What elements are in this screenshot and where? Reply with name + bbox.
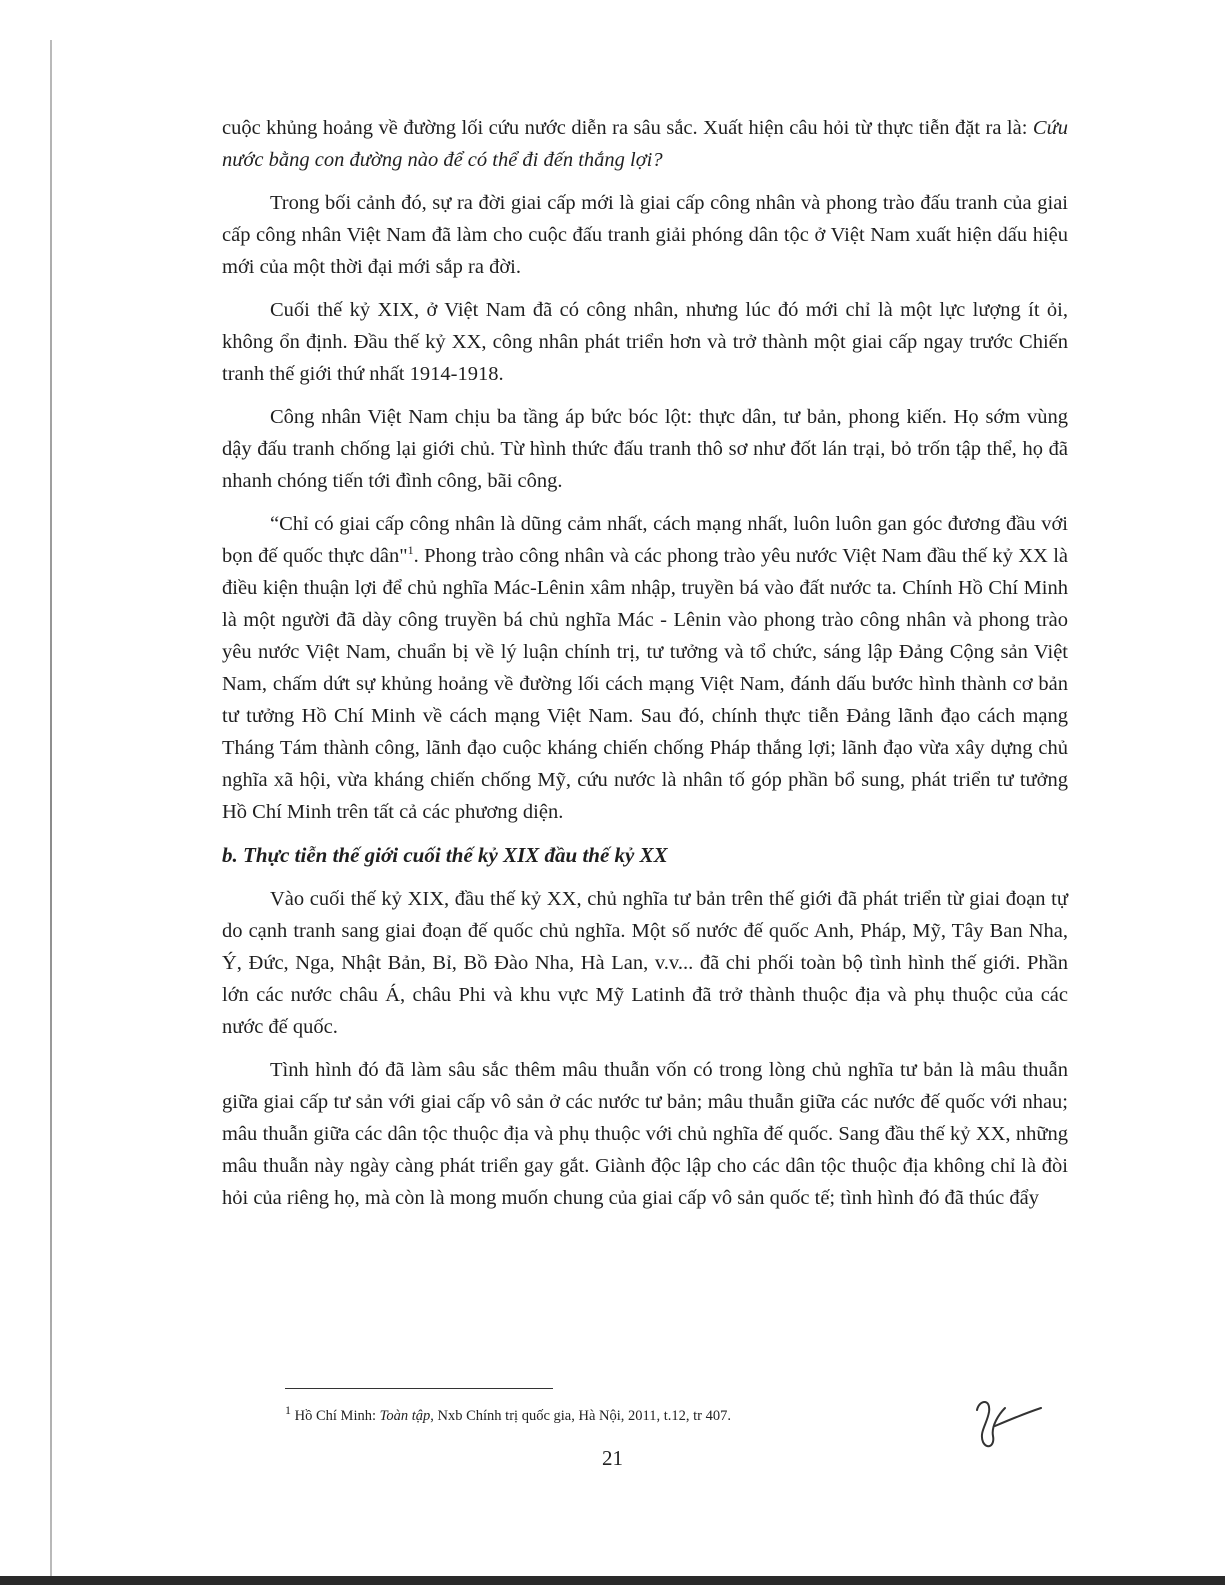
paragraph-5: [222, 508, 1068, 828]
footnote-title: Toàn tập: [379, 1408, 431, 1424]
footnote-reference: 1: [407, 543, 414, 558]
paragraph-1-text: cuộc khủng hoảng về đường lối cứu nước diễn ra sâu sắc. Xuất hiện câu hỏi từ thực tiễn đặt ra là:: [222, 117, 1033, 139]
footnote-author: Hồ Chí Minh:: [291, 1408, 380, 1424]
page-bottom-edge: [0, 1576, 1225, 1585]
paragraph-2: Trong bối cảnh đó, sự ra đời giai cấp mới là giai cấp công nhân và phong trào đấu tranh của giai cấp công nhân Việt Nam đã làm cho cuộc đấu tranh giải phóng dân tộc ở Việt Nam xuất hiện dấu hiệu mới của một thời đại mới sắp ra đời.: [222, 192, 1068, 278]
page-number: 21: [602, 1446, 623, 1470]
footnote-details: , Nxb Chính trị quốc gia, Hà Nội, 2011, t.12, tr 407.: [430, 1408, 731, 1424]
paragraph-3: Cuối thế kỷ XIX, ở Việt Nam đã có công nhân, nhưng lúc đó mới chỉ là một lực lượng ít ỏi, không ổn định. Đầu thế kỷ XX, công nhân phát triển hơn và trở thành một giai cấp ngay trước Chiến tranh thế giới thứ nhất 1914-1918.: [222, 299, 1068, 385]
footnote-marker: 1: [285, 1403, 291, 1418]
paragraph-1-question: Cứu nước bằng con đường nào để có thể đi đến thắng lợi?: [222, 117, 1068, 171]
paragraph-5-text: . Phong trào công nhân và các phong trào yêu nước Việt Nam đầu thế kỷ XX là điều kiện thuận lợi để chủ nghĩa Mác-Lênin xâm nhập, truyền bá vào đất nước ta. Chính Hồ Chí Minh là một người đã dày công truyền bá chủ nghĩa Mác - Lênin vào phong trào công nhân và phong trào yêu nước Việt Nam, chuẩn bị về lý luận chính trị, tư tưởng và tổ chức, sáng lập Đảng Cộng sản Việt Nam, chấm dứt sự khủng hoảng về đường lối cách mạng Việt Nam, đánh dấu bước hình thành cơ bản tư tưởng Hồ Chí Minh về cách mạng Việt Nam. Sau đó, chính thực tiễn Đảng lãnh đạo cách mạng Tháng Tám thành công, lãnh đạo cuộc kháng chiến chống Pháp thắng lợi; lãnh đạo vừa xây dựng chủ nghĩa xã hội, vừa kháng chiến chống Mỹ, cứu nước là nhân tố góp phần bổ sung, phát triển tư tưởng Hồ Chí Minh trên tất cả các phương diện.: [222, 545, 1068, 823]
paragraph-5-quote: “Chỉ có giai cấp công nhân là dũng cảm nhất, cách mạng nhất, luôn luôn gan góc đương đầu với bọn đế quốc thực dân": [222, 513, 1068, 567]
section-heading: b. Thực tiễn thế giới cuối thế kỷ XIX đầu thế kỷ XX: [222, 843, 668, 867]
paragraph-7: Tình hình đó đã làm sâu sắc thêm mâu thuẫn vốn có trong lòng chủ nghĩa tư bản là mâu thuẫn giữa giai cấp tư sản với giai cấp vô sản ở các nước tư bản; mâu thuẫn giữa các nước đế quốc với nhau; mâu thuẫn giữa các dân tộc thuộc địa và phụ thuộc với chủ nghĩa đế quốc. Sang đầu thế kỷ XX, những mâu thuẫn này ngày càng phát triển gay gắt. Giành độc lập cho các dân tộc thuộc địa không chỉ là đòi hỏi của riêng họ, mà còn là mong muốn chung của giai cấp vô sản quốc tế; tình hình đó đã thúc đẩy: [222, 1059, 1068, 1209]
page-binding-edge: [50, 40, 52, 1580]
page-body: [222, 112, 1068, 1225]
paragraph-1: [222, 112, 1068, 176]
paragraph-6: Vào cuối thế kỷ XIX, đầu thế kỷ XX, chủ nghĩa tư bản trên thế giới đã phát triển từ giai đoạn tự do cạnh tranh sang giai đoạn đế quốc chủ nghĩa. Một số nước đế quốc Anh, Pháp, Mỹ, Tây Ban Nha, Ý, Đức, Nga, Nhật Bản, Bỉ, Bồ Đào Nha, Hà Lan, v.v... đã chi phối toàn bộ tình hình thế giới. Phần lớn các nước châu Á, châu Phi và khu vực Mỹ Latinh đã trở thành thuộc địa và phụ thuộc của các nước đế quốc.: [222, 888, 1068, 1038]
handwritten-signature: [965, 1396, 1045, 1452]
footnote-divider: [285, 1388, 553, 1389]
paragraph-4: Công nhân Việt Nam chịu ba tầng áp bức bóc lột: thực dân, tư bản, phong kiến. Họ sớm vùng dậy đấu tranh chống lại giới chủ. Từ hình thức đấu tranh thô sơ như đốt lán trại, bỏ trốn tập thể, họ đã nhanh chóng tiến tới đình công, bãi công.: [222, 406, 1068, 492]
footnote: [285, 1403, 925, 1425]
